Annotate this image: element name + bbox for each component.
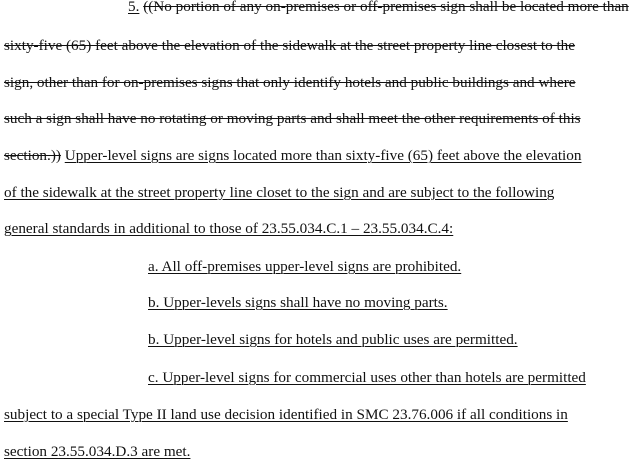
item-number: 5. [128,0,140,15]
inserted-line-2: of the sidewalk at the street property line closet to the sign and are subject to the following [4,184,555,201]
trailing-line-1: subject to a special Type II land use decision identified in SMC 23.76.006 if all conditions in [4,406,568,423]
deleted-line-1 [128,0,629,17]
list-item-a: a. All off-premises upper-level signs are prohibited. [148,258,462,275]
deleted-line-3: sign, other than for on-premises signs that only identify hotels and public buildings and where [4,74,576,91]
inserted-line-3: general standards in additional to those of 23.55.034.C.1 – 23.55.034.C.4: [4,220,454,237]
trailing-line-2: section 23.55.034.D.3 are met. [4,443,191,460]
deleted-line-2: sixty-five (65) feet above the elevation of the sidewalk at the street property line closest to the [4,37,576,54]
deleted-line-4: such a sign shall have no rotating or moving parts and shall meet the other requirements of this [4,110,581,127]
inserted-text: Upper-level signs are signs located more than sixty-five (65) feet above the elevation [64,147,582,164]
list-item-b2: b. Upper-level signs for hotels and public uses are permitted. [148,331,518,348]
mixed-line [4,146,581,166]
list-item-b1: b. Upper-levels signs shall have no moving parts. [148,294,448,311]
deleted-text: ((No portion of any on-premises or off-premises sign shall be located more than [143,0,629,15]
deleted-text: section.)) [4,147,61,164]
list-item-c: c. Upper-level signs for commercial uses other than hotels are permitted [148,369,586,386]
